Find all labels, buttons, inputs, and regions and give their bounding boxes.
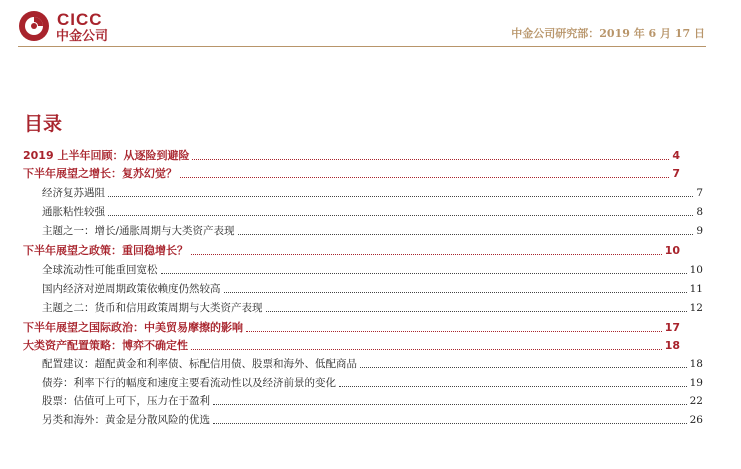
toc-page-number: 8 <box>696 206 703 218</box>
toc-entry-label: 下半年展望之国际政治：中美贸易摩擦的影响 <box>23 321 243 334</box>
toc-dot-leader <box>360 367 687 368</box>
toc-section-entry[interactable] <box>0 242 718 258</box>
header-divider <box>18 46 706 47</box>
toc-entry-label: 主题之一：增长/通胀周期与大类资产表现 <box>42 225 235 237</box>
toc-page-number: 19 <box>689 377 703 389</box>
toc-dot-leader <box>213 423 687 424</box>
logo-wordmark-cn: 中金公司 <box>56 29 109 44</box>
toc-dot-leader <box>238 234 694 235</box>
toc-page-number: 18 <box>689 358 703 370</box>
toc-page-number: 17 <box>664 321 680 334</box>
logo-wordmark-en: CICC <box>57 10 103 29</box>
toc-page-number: 4 <box>672 149 680 162</box>
toc-page-number: 22 <box>689 395 703 407</box>
toc-subsection-entry[interactable] <box>0 392 741 408</box>
toc-dot-leader <box>180 177 669 178</box>
toc-page-number: 18 <box>664 339 680 352</box>
toc-dot-leader <box>191 254 662 255</box>
toc-subsection-entry[interactable] <box>0 299 741 315</box>
toc-dot-leader <box>266 311 687 312</box>
toc-dot-leader <box>108 196 693 197</box>
toc-title: 目录 <box>24 113 63 135</box>
toc-dot-leader <box>191 349 662 350</box>
toc-subsection-entry[interactable] <box>0 203 741 219</box>
toc-entry-label: 下半年展望之政策：重回稳增长？ <box>23 244 188 257</box>
report-date: 中金公司研究部：2019 年 6 月 17 日 <box>511 27 705 40</box>
toc-subsection-entry[interactable] <box>0 355 741 371</box>
toc-page-number: 10 <box>664 244 680 257</box>
toc-dot-leader <box>213 404 687 405</box>
toc-entry-label: 另类和海外：黄金是分散风险的优选 <box>42 414 210 426</box>
toc-subsection-entry[interactable] <box>0 261 741 277</box>
toc-entry-label: 股票：估值可上可下，压力在于盈利 <box>42 395 210 407</box>
toc-dot-leader <box>339 386 687 387</box>
cicc-logo-icon <box>18 10 50 42</box>
toc-dot-leader <box>192 159 669 160</box>
toc-entry-label: 2019 上半年回顾：从逐险到避险 <box>23 149 190 162</box>
toc-entry-label: 大类资产配置策略：博弈不确定性 <box>23 339 188 352</box>
toc-entry-label: 全球流动性可能重回宽松 <box>42 264 158 276</box>
toc-subsection-entry[interactable] <box>0 184 741 200</box>
toc-page-number: 12 <box>689 302 703 314</box>
toc-entry-label: 主题之二：货币和信用政策周期与大类资产表现 <box>42 302 263 314</box>
toc-entry-label: 国内经济对逆周期政策依赖度仍然较高 <box>42 283 221 295</box>
toc-section-entry[interactable] <box>0 165 718 181</box>
toc-dot-leader <box>108 215 693 216</box>
toc-subsection-entry[interactable] <box>0 280 741 296</box>
toc-page-number: 7 <box>672 167 680 180</box>
toc-subsection-entry[interactable] <box>0 222 741 238</box>
toc-section-entry[interactable] <box>0 319 718 335</box>
toc-entry-label: 配置建议：超配黄金和利率债、标配信用债、股票和海外、低配商品 <box>42 358 357 370</box>
page-header <box>0 0 741 52</box>
toc-section-entry[interactable] <box>0 147 718 163</box>
toc-page-number: 10 <box>689 264 703 276</box>
toc-section-entry[interactable] <box>0 337 718 353</box>
toc-entry-label: 通胀粘性较强 <box>42 206 105 218</box>
toc-dot-leader <box>246 331 662 332</box>
toc-entry-label: 下半年展望之增长：复苏幻觉？ <box>23 167 177 180</box>
toc-entry-label: 经济复苏遇阻 <box>42 187 105 199</box>
toc-page-number: 9 <box>696 225 703 237</box>
toc-dot-leader <box>224 292 687 293</box>
toc-subsection-entry[interactable] <box>0 411 741 427</box>
toc-subsection-entry[interactable] <box>0 374 741 390</box>
toc-page-number: 7 <box>696 187 703 199</box>
toc-page-number: 26 <box>689 414 703 426</box>
toc-dot-leader <box>161 273 687 274</box>
toc-entry-label: 债券：利率下行的幅度和速度主要看流动性以及经济前景的变化 <box>42 377 336 389</box>
toc-page-number: 11 <box>689 283 703 295</box>
